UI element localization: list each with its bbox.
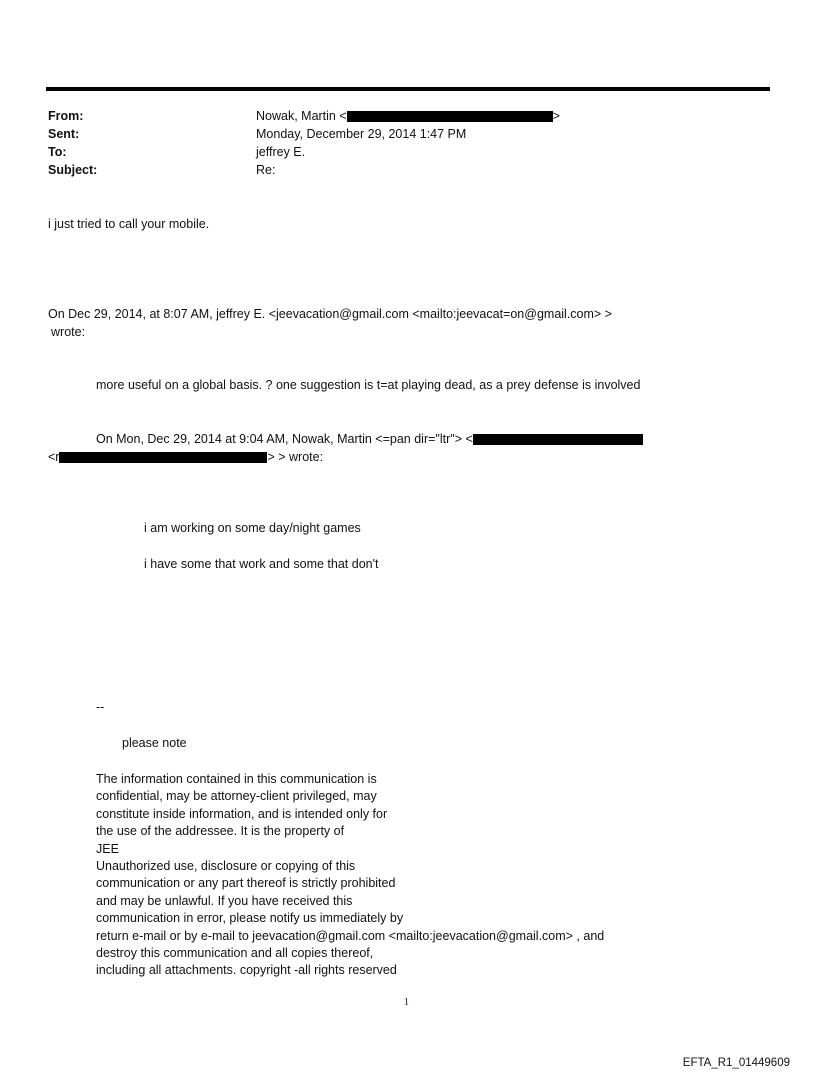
disclaimer-line: JEE: [96, 841, 119, 856]
redaction-bar: [473, 434, 643, 445]
nested-quote-start: <r: [48, 450, 60, 464]
subject-value: Re:: [256, 163, 276, 177]
sent-value: Monday, December 29, 2014 1:47 PM: [256, 127, 467, 141]
disclaimer-line: destroy this communication and all copies thereof,: [96, 946, 374, 961]
from-close: >: [552, 109, 560, 123]
inner-quote-line: i have some that work and some that don't: [144, 557, 379, 571]
inner-quote-line: i am working on some day/night games: [144, 521, 361, 535]
from-value: [256, 109, 560, 123]
page-number: 1: [404, 997, 409, 1008]
nested-quote-header-text: On Mon, Dec 29, 2014 at 9:04 AM, Nowak, Martin <=pan dir="ltr"> <: [96, 432, 473, 446]
disclaimer-line: The information contained in this communication is: [96, 772, 377, 786]
disclaimer: [96, 771, 604, 980]
from-name: Nowak, Martin <: [256, 109, 347, 123]
please-note: please note: [122, 736, 187, 750]
sent-label: Sent:: [48, 127, 80, 141]
quote-header: On Dec 29, 2014, at 8:07 AM, jeffrey E. <jeevacation@gmail.com <mailto:jeevacat=on@gmail.com> >: [48, 307, 612, 321]
disclaimer-line: communication or any part thereof is strictly prohibited: [96, 876, 396, 891]
disclaimer-line: the use of the addressee. It is the property of: [96, 824, 345, 839]
subject-label: Subject:: [48, 163, 98, 177]
disclaimer-line: including all attachments. copyright -all rights reserved: [96, 963, 397, 978]
quoted-text: more useful on a global basis. ? one suggestion is t=at playing dead, as a prey defense is involved: [96, 378, 641, 392]
nested-quote-header-line2: [48, 450, 323, 464]
disclaimer-line: Unauthorized use, disclosure or copying of this: [96, 859, 356, 874]
signature-separator: --: [96, 700, 105, 714]
disclaimer-line: constitute inside information, and is intended only for: [96, 806, 388, 821]
to-value: jeffrey E.: [256, 145, 306, 159]
from-label: From:: [48, 109, 84, 123]
disclaimer-line: communication in error, please notify us immediately by: [96, 911, 404, 926]
to-label: To:: [48, 145, 67, 159]
disclaimer-line: confidential, may be attorney-client privileged, may: [96, 789, 377, 804]
header-rule: [46, 87, 770, 91]
document-id: EFTA_R1_01449609: [682, 1057, 790, 1069]
redaction-bar: [347, 111, 553, 122]
nested-quote-end: > > wrote:: [267, 450, 324, 464]
body-line: i just tried to call your mobile.: [48, 217, 210, 231]
disclaimer-line: and may be unlawful. If you have received this: [96, 893, 353, 908]
nested-quote-header: [96, 432, 643, 446]
redaction-bar: [59, 452, 267, 463]
disclaimer-line: return e-mail or by e-mail to jeevacation@gmail.com <mailto:jeevacation@gmail.com> , and: [96, 928, 605, 943]
quote-header-wrote: wrote:: [51, 325, 86, 339]
